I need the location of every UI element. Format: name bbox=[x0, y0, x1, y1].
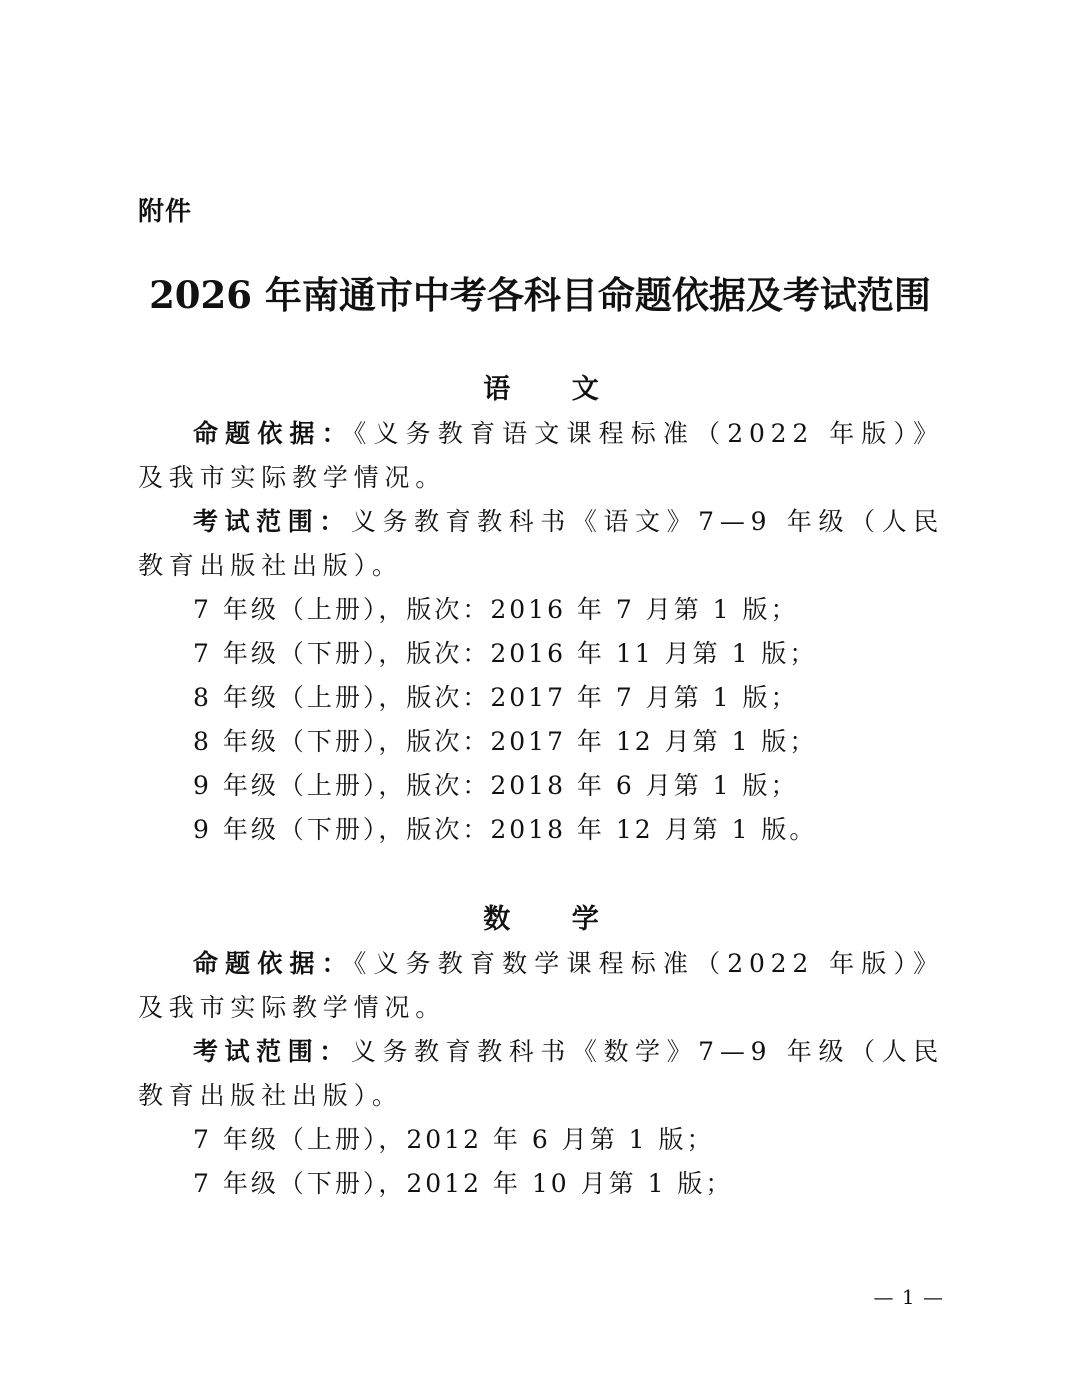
scope-text: 义务教育教科书《语文》7—9 年级（人民教育出版社出版）。 bbox=[138, 507, 944, 580]
edition-item: 7 年级（下册），版次：2016 年 11 月第 1 版； bbox=[193, 639, 818, 668]
edition-item: 8 年级（上册），版次：2017 年 7 月第 1 版； bbox=[193, 683, 799, 712]
section-chinese bbox=[138, 368, 944, 852]
scope-text: 义务教育教科书《数学》7—9 年级（人民教育出版社出版）。 bbox=[138, 1037, 944, 1110]
basis-text: 《义务教育语文课程标准（2022 年版）》及我市实际教学情况。 bbox=[138, 419, 944, 492]
section-math bbox=[138, 898, 944, 1206]
edition-item: 8 年级（下册），版次：2017 年 12 月第 1 版； bbox=[193, 727, 818, 756]
basis-paragraph bbox=[138, 942, 944, 1030]
edition-item: 7 年级（上册），2012 年 6 月第 1 版； bbox=[193, 1125, 715, 1154]
edition-item: 7 年级（下册），2012 年 10 月第 1 版； bbox=[193, 1169, 734, 1198]
attachment-label: 附件 bbox=[138, 197, 193, 227]
basis-paragraph bbox=[138, 412, 944, 500]
page-number: — 1 — bbox=[873, 1285, 944, 1309]
edition-item: 9 年级（上册），版次：2018 年 6 月第 1 版； bbox=[193, 771, 799, 800]
section-heading: 语 文 bbox=[483, 374, 625, 405]
basis-lead: 命题依据： bbox=[193, 949, 354, 978]
edition-item: 7 年级（上册），版次：2016 年 7 月第 1 版； bbox=[193, 595, 799, 624]
edition-item: 9 年级（下册），版次：2018 年 12 月第 1 版。 bbox=[193, 815, 818, 844]
scope-paragraph bbox=[138, 1030, 944, 1118]
scope-lead: 考试范围： bbox=[193, 507, 351, 536]
scope-lead: 考试范围： bbox=[193, 1037, 351, 1066]
basis-text: 《义务教育数学课程标准（2022 年版）》及我市实际教学情况。 bbox=[138, 949, 944, 1022]
section-heading: 数 学 bbox=[483, 904, 625, 935]
scope-paragraph bbox=[138, 500, 944, 588]
document-title: 2026 年南通市中考各科目命题依据及考试范围 bbox=[149, 273, 931, 317]
basis-lead: 命题依据： bbox=[193, 419, 354, 448]
